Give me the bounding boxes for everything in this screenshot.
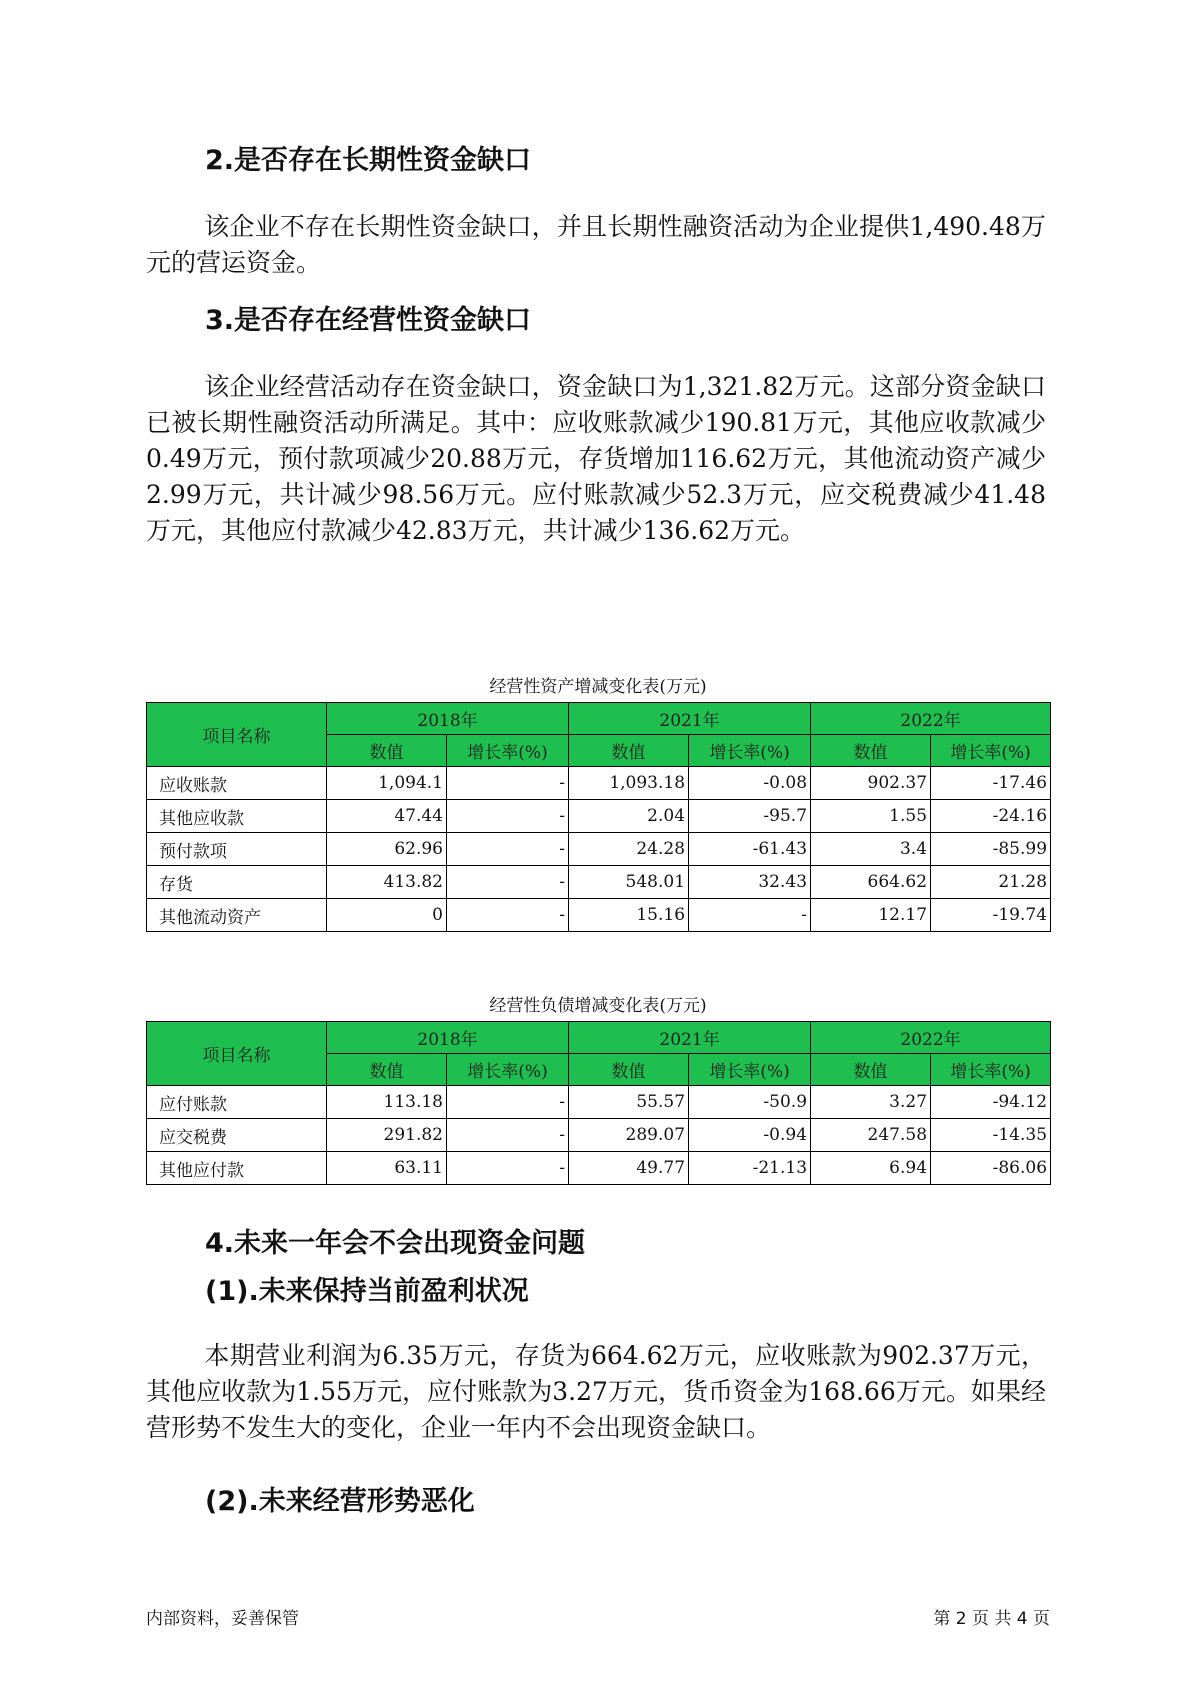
row-item-name: 其他应收款: [147, 800, 327, 833]
growth-rate-cell: -85.99: [931, 833, 1051, 866]
section-2-paragraph: [146, 209, 1046, 281]
sub-header-growth: 增长率(%): [447, 1054, 569, 1086]
value-cell: 0: [327, 899, 447, 932]
section-2-text: 该企业不存在长期性资金缺口，并且长期性融资活动为企业提供1,490.48万元的营运资金。: [146, 212, 1046, 277]
growth-rate-cell: -: [447, 899, 569, 932]
section-4-1-paragraph: [146, 1338, 1046, 1446]
section-4-heading: 4.未来一年会不会出现资金问题: [205, 1228, 586, 1259]
growth-rate-cell: -: [689, 899, 811, 932]
table-row: [147, 800, 1051, 833]
table-row: [147, 899, 1051, 932]
value-cell: 1.55: [811, 800, 931, 833]
value-cell: 289.07: [569, 1119, 689, 1152]
value-cell: 1,093.18: [569, 767, 689, 800]
value-cell: 247.58: [811, 1119, 931, 1152]
growth-rate-cell: 21.28: [931, 866, 1051, 899]
growth-rate-cell: 32.43: [689, 866, 811, 899]
table-row: [147, 1086, 1051, 1119]
growth-rate-cell: -: [447, 800, 569, 833]
sub-header-growth: 增长率(%): [447, 735, 569, 767]
value-cell: 49.77: [569, 1152, 689, 1185]
growth-rate-cell: -50.9: [689, 1086, 811, 1119]
section-4-1-text: 本期营业利润为6.35万元，存货为664.62万元，应收账款为902.37万元，其他应收款为1.55万元，应付账款为3.27万元，货币资金为168.66万元。如果经营形势不发生大的变化，企业一年内不会出现资金缺口。: [146, 1341, 1046, 1442]
row-item-name: 其他应付款: [147, 1152, 327, 1185]
assets-change-table: [146, 702, 1051, 932]
growth-rate-cell: -0.94: [689, 1119, 811, 1152]
year-header: 2021年: [569, 1022, 811, 1054]
growth-rate-cell: -0.08: [689, 767, 811, 800]
sub-header-value: 数值: [569, 1054, 689, 1086]
row-item-name: 应交税费: [147, 1119, 327, 1152]
col-item-name: 项目名称: [147, 703, 327, 767]
value-cell: 1,094.1: [327, 767, 447, 800]
footer-page-number: 第 2 页 共 4 页: [933, 1609, 1050, 1629]
growth-rate-cell: -21.13: [689, 1152, 811, 1185]
growth-rate-cell: -: [447, 767, 569, 800]
value-cell: 24.28: [569, 833, 689, 866]
value-cell: 6.94: [811, 1152, 931, 1185]
growth-rate-cell: -24.16: [931, 800, 1051, 833]
value-cell: 291.82: [327, 1119, 447, 1152]
row-item-name: 应付账款: [147, 1086, 327, 1119]
table-row: [147, 1152, 1051, 1185]
growth-rate-cell: -: [447, 833, 569, 866]
sub-header-growth: 增长率(%): [689, 735, 811, 767]
footer-confidential-note: 内部资料，妥善保管: [146, 1609, 299, 1629]
assets-table-caption: 经营性资产增减变化表(万元): [489, 677, 707, 697]
value-cell: 113.18: [327, 1086, 447, 1119]
section-2-heading: 2.是否存在长期性资金缺口: [205, 145, 532, 176]
table-row: [147, 767, 1051, 800]
growth-rate-cell: -14.35: [931, 1119, 1051, 1152]
growth-rate-cell: -: [447, 1119, 569, 1152]
row-item-name: 预付款项: [147, 833, 327, 866]
sub-header-value: 数值: [327, 735, 447, 767]
year-header: 2018年: [327, 703, 569, 735]
value-cell: 3.27: [811, 1086, 931, 1119]
sub-header-value: 数值: [327, 1054, 447, 1086]
value-cell: 902.37: [811, 767, 931, 800]
value-cell: 12.17: [811, 899, 931, 932]
row-item-name: 存货: [147, 866, 327, 899]
value-cell: 55.57: [569, 1086, 689, 1119]
value-cell: 413.82: [327, 866, 447, 899]
value-cell: 47.44: [327, 800, 447, 833]
value-cell: 664.62: [811, 866, 931, 899]
growth-rate-cell: -61.43: [689, 833, 811, 866]
table-row: [147, 866, 1051, 899]
value-cell: 15.16: [569, 899, 689, 932]
section-4-1-heading: (1).未来保持当前盈利状况: [205, 1276, 529, 1307]
sub-header-value: 数值: [811, 1054, 931, 1086]
section-4-2-heading: (2).未来经营形势恶化: [205, 1486, 475, 1517]
value-cell: 62.96: [327, 833, 447, 866]
growth-rate-cell: -: [447, 866, 569, 899]
section-3-text: 该企业经营活动存在资金缺口，资金缺口为1,321.82万元。这部分资金缺口已被长期性融资活动所满足。其中：应收账款减少190.81万元，其他应收款减少0.49万元，预付款项减少20.88万元，存货增加116.62万元，其他流动资产减少2.99万元，共计减少98.56万元。应付账款减少52.3万元，应交税费减少41.48万元，其他应付款减少42.83万元，共计减少136.62万元。: [146, 372, 1046, 545]
section-3-paragraph: [146, 369, 1046, 549]
value-cell: 63.11: [327, 1152, 447, 1185]
growth-rate-cell: -: [447, 1086, 569, 1119]
sub-header-growth: 增长率(%): [931, 1054, 1051, 1086]
sub-header-value: 数值: [811, 735, 931, 767]
year-header: 2018年: [327, 1022, 569, 1054]
growth-rate-cell: -19.74: [931, 899, 1051, 932]
sub-header-value: 数值: [569, 735, 689, 767]
row-item-name: 应收账款: [147, 767, 327, 800]
sub-header-growth: 增长率(%): [931, 735, 1051, 767]
liabilities-table-caption: 经营性负债增减变化表(万元): [489, 996, 707, 1016]
year-header: 2022年: [811, 703, 1051, 735]
table-row: [147, 1119, 1051, 1152]
value-cell: 548.01: [569, 866, 689, 899]
year-header: 2022年: [811, 1022, 1051, 1054]
growth-rate-cell: -17.46: [931, 767, 1051, 800]
col-item-name: 项目名称: [147, 1022, 327, 1086]
growth-rate-cell: -95.7: [689, 800, 811, 833]
row-item-name: 其他流动资产: [147, 899, 327, 932]
sub-header-growth: 增长率(%): [689, 1054, 811, 1086]
liabilities-change-table: [146, 1021, 1051, 1185]
value-cell: 2.04: [569, 800, 689, 833]
year-header: 2021年: [569, 703, 811, 735]
growth-rate-cell: -: [447, 1152, 569, 1185]
growth-rate-cell: -94.12: [931, 1086, 1051, 1119]
table-row: [147, 833, 1051, 866]
value-cell: 3.4: [811, 833, 931, 866]
growth-rate-cell: -86.06: [931, 1152, 1051, 1185]
section-3-heading: 3.是否存在经营性资金缺口: [205, 305, 532, 336]
